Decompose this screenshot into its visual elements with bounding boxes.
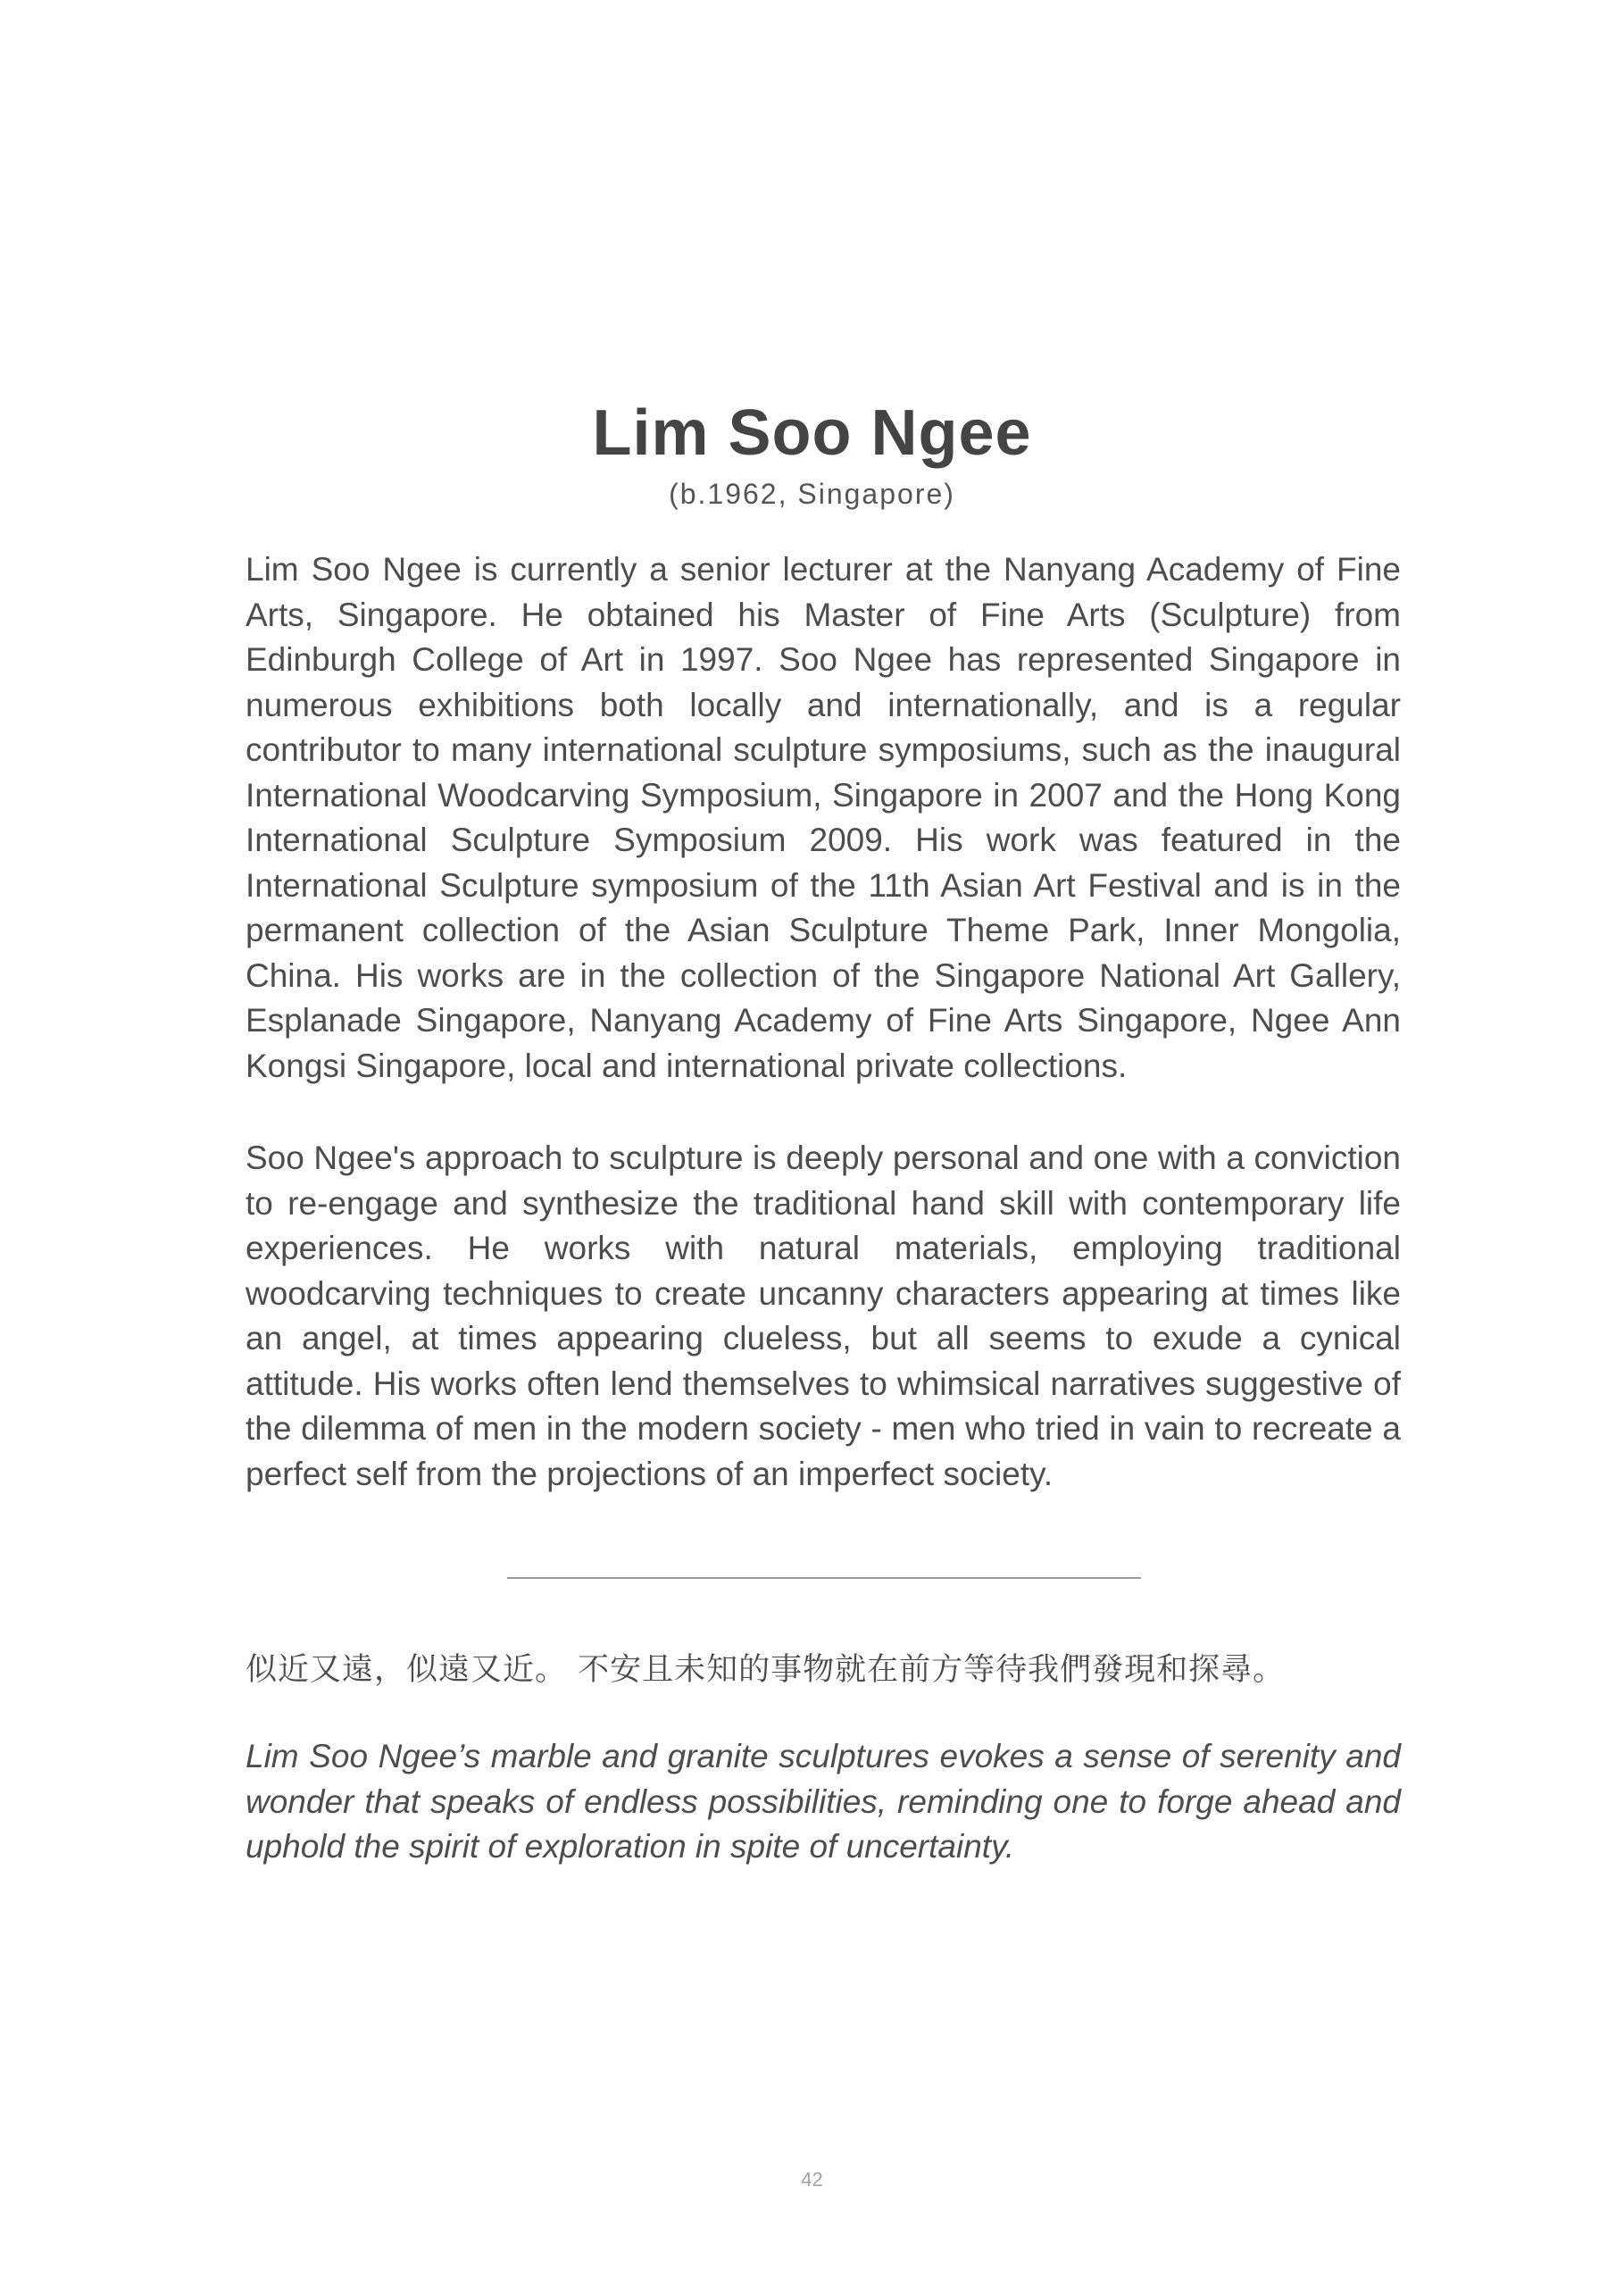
artist-birth-info: (b.1962, Singapore) xyxy=(669,478,955,510)
page-number: 42 xyxy=(801,2168,823,2191)
artwork-statement-italic: Lim Soo Ngee’s marble and granite sculptures evokes a sense of serenity and wonder that speaks of endless possibilities, reminding one to forge ahead and uphold the spirit of exploration in spite of uncertainty. xyxy=(246,1738,1401,1865)
section-divider xyxy=(507,1577,1141,1579)
biography-paragraph-1: Lim Soo Ngee is currently a senior lecturer at the Nanyang Academy of Fine Arts, Singapore. He obtained his Master of Fine Arts (Sculpture) from Edinburgh College of Art in 1997. Soo Ngee has represented Singapore in numerous exhibitions both locally and internationally, and is a regular contributor to many international sculpture symposiums, such as the inaugural International Woodcarving Symposium, Singapore in 2007 and the Hong Kong International Sculpture Symposium 2009. His work was featured in the International Sculpture symposium of the 11th Asian Art Festival and is in the permanent collection of the Asian Sculpture Theme Park, Inner Mongolia, China. His works are in the collection of the Singapore National Art Gallery, Esplanade Singapore, Nanyang Academy of Fine Arts Singapore, Ngee Ann Kongsi Singapore, local and international private collections. xyxy=(246,551,1401,1084)
biography-paragraph-2: Soo Ngee's approach to sculpture is deeply personal and one with a conviction to re-engage and synthesize the traditional hand skill with contemporary life experiences. He works with natural materials, employing traditional woodcarving techniques to create uncanny characters appearing at times like an angel, at times appearing clueless, but all seems to exude a cynical attitude. His works often lend themselves to whimsical narratives suggestive of the dilemma of men in the modern society - men who tried in vain to recreate a perfect self from the projections of an imperfect society. xyxy=(246,1140,1401,1492)
chinese-statement: 似近又遠，似遠又近。 不安且未知的事物就在前方等待我們發現和探尋。 xyxy=(246,1652,1286,1688)
artist-name-heading: Lim Soo Ngee xyxy=(592,397,1032,469)
